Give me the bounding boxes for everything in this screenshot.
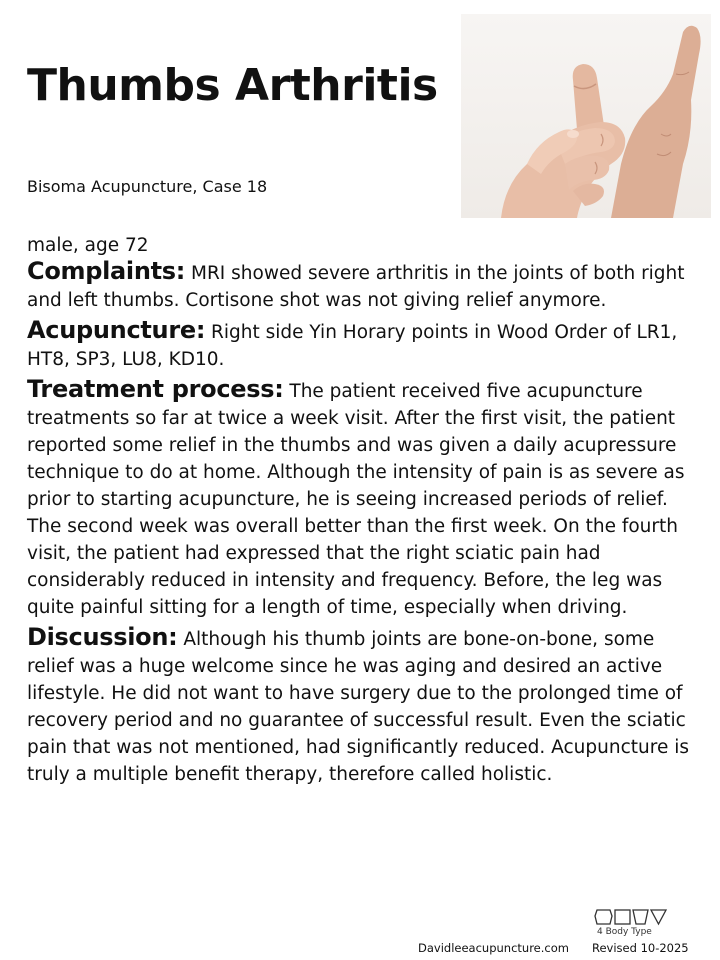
- case-subtitle: Bisoma Acupuncture, Case 18: [27, 177, 268, 196]
- discussion-text: Although his thumb joints are bone-on-bone, some relief was a huge welcome since he was aging and desired an active lifestyle. He did not want to have surgery due to the prolonged time of recovery period and no guarantee of successful result. Even the sciatic pain that was not mentioned, had significantly reduced. Acupuncture is truly a multiple benefit therapy, therefore called holistic.: [27, 629, 689, 785]
- treatment-text: The patient received five acupuncture treatments so far at twice a week visit. After the first visit, the patient reported some relief in the thumbs and was given a daily acupressure technique to do at home. Although the intensity of pain is as severe as prior to starting acupuncture, he is seeing increased periods of relief. The second week was overall better than the first week. On the fourth visit, the patient had expressed that the right sciatic pain had considerably reduced in intensity and frequency. Before, the leg was quite painful sitting for a length of time, especially when driving.: [27, 381, 685, 618]
- case-body: [27, 232, 697, 790]
- discussion-section: [27, 623, 697, 788]
- page-title: Thumbs Arthritis: [27, 60, 438, 111]
- complaints-text: MRI showed severe arthritis in the joints of both right and left thumbs. Cortisone shot was not giving relief anymore.: [27, 263, 685, 311]
- discussion-heading: Discussion:: [27, 623, 178, 651]
- complaints-heading: Complaints:: [27, 257, 186, 285]
- treatment-heading: Treatment process:: [27, 375, 284, 403]
- hands-photo: [461, 14, 711, 218]
- treatment-section: [27, 375, 697, 621]
- logo-caption: 4 Body Type: [597, 927, 652, 937]
- complaints-section: [27, 257, 697, 314]
- acupuncture-heading: Acupuncture:: [27, 316, 206, 344]
- website-link[interactable]: Davidleeacupuncture.com: [418, 941, 569, 955]
- acupuncture-text: Right side Yin Horary points in Wood Order of LR1, HT8, SP3, LU8, KD10.: [27, 322, 678, 370]
- acupuncture-section: [27, 316, 697, 373]
- patient-info: male, age 72: [27, 235, 149, 256]
- revised-date: Revised 10-2025: [592, 941, 689, 955]
